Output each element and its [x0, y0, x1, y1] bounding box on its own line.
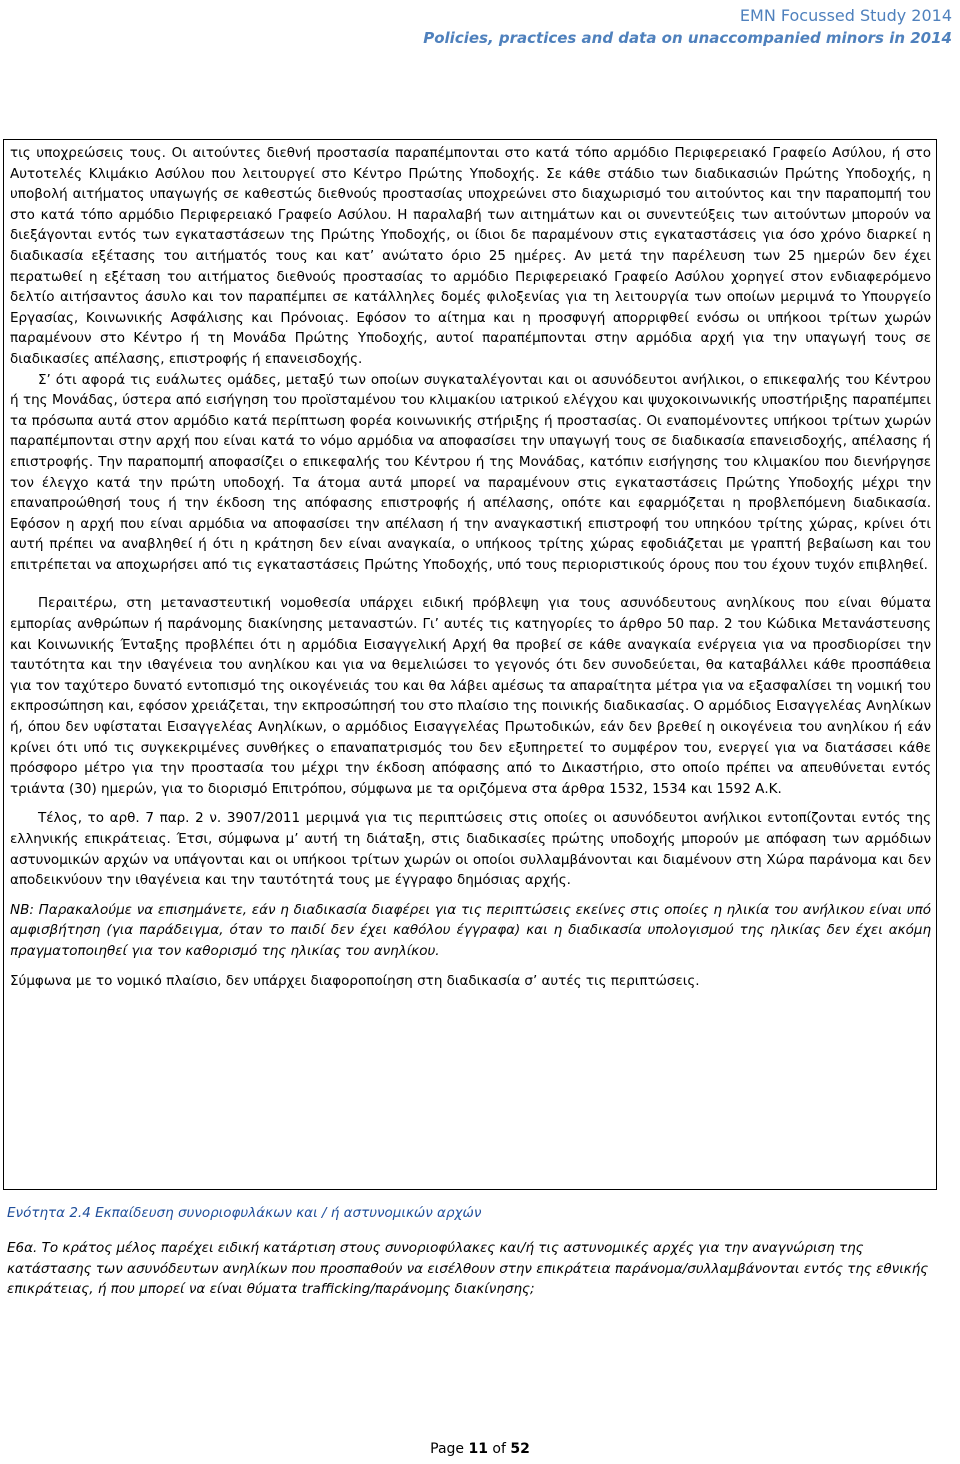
study-subtitle: Policies, practices and data on unaccompanied minors in 2014	[423, 29, 952, 47]
page-total: 52	[510, 1441, 530, 1457]
paragraph-vulnerable-groups: Σ’ ότι αφορά τις ευάλωτες ομάδες, μεταξύ των οποίων συγκαταλέγονται και οι ασυνόδευτοι ανήλικοι, ο επικεφαλής του Κέντρου ή της Μονάδας, ύστερα από εισήγηση του προϊσταμένου του κλιμακίου ιατρικού ελέγχου και ψυχοκοινωνικής υποστήριξης παραπέμπει τα πρόσωπα αυτά στον αρμόδιο κατά περίπτωση φορέα κοινωνικής στήριξης ή προστασίας. Οι εναπομένοντες υπήκοοι τρίτων χωρών παραπέμπονται στην αρχή που είναι κατά το νόμο αρμόδια να αποφασίσει την υπαγωγή τους σε διαδικασία επανεισδοχής, απέλασης ή επιστροφής. Την παραπομπή αποφασίζει ο επικεφαλής του Κέντρου ή της Μονάδας, κατόπιν εισήγησης του κλιμακίου που διενήργησε τον έλεγχο κατά την πρώτη υποδοχή. Τα άτομα αυτά μπορεί να παραμένουν στις εγκαταστάσεις Πρώτης Υποδοχής μέχρι την επαναπροώθησή τους ή την έκδοση της απόφασης επιστροφής ή απέλασης, οπότε και εφαρμόζεται η προβλεπόμενη διαδικασία. Εφόσον η αρχή που είναι αρμόδια να αποφασίσει την απέλαση ή την αναγκαστική επιστροφή του υπηκόου τρίτης χώρας, κρίνει ότι αυτή πρέπει να αναβληθεί ή ότι η κράτηση δεν είναι αναγκαία, ο υπήκοος τρίτης χώρας εφοδιάζεται με γραπτή βεβαίωση και του επιτρέπεται να αποχωρήσει από τις εγκαταστάσεις Πρώτης Υποδοχής, υπό τους περιοριστικούς όρους που του έχουν τυχόν επιβληθεί.	[10, 371, 931, 573]
of-label: of	[492, 1441, 506, 1457]
paragraph-trafficking-provision: Περαιτέρω, στη μεταναστευτική νομοθεσία υπάρχει ειδική πρόβλεψη για τους ασυνόδευτους ανηλίκους που είναι θύματα εμπορίας ανθρώπων ή παράνομης διακίνησης μεταναστών. Γι’ αυτές τις κατηγορίες το άρθρο 50 παρ. 2 του Κώδικα Μετανάστευσης και Κοινωνικής Ένταξης προβλέπει ότι η αρμόδια Εισαγγελική Αρχή θα προβεί σε κάθε αναγκαία ενέργεια για να προσδιορίσει την ταυτότητα και την ιθαγένεια του ανηλίκου και για να θεμελιώσει το γεγονός ότι δεν συνοδεύεται, θα καταβάλλει κάθε προσπάθεια για τον ταχύτερο δυνατό εντοπισμό της οικογένειάς του και θα λάβει αμέσως τα απαραίτητα μέτρα για να εξασφαλίσει τη νομική του εκπροσώπηση και, εφόσον χρειάζεται, την εκπροσώπησή του στο πλαίσιο της ποινικής διαδικασίας. Ο αρμόδιος Εισαγγελέας Ανηλίκων ή, όπου δεν υφίσταται Εισαγγελέας Ανηλίκων, ο αρμόδιος Εισαγγελέας Πρωτοδικών, εάν δεν βρεθεί η οικογένεια του ανηλίκου ή εάν κρίνει ότι υπό τις συγκεκριμένες συνθήκες ο επαναπατρισμός του δεν εξυπηρετεί το συμφέρον του, ενεργεί για να διατάσσει κάθε πρόσφορο μέτρο για την προστασία του μέχρι την έκδοση απόφασης από το Δικαστήριο, στο οποίο πρέπει να απευθύνεται εντός τριάντα (30) ημερών, για το διορισμό Επιτρόπου, σύμφωνα με τα οριζόμενα στα άρθρα 1532, 1534 και 1592 Α.Κ.	[10, 595, 931, 797]
nb-note: NB: Παρακαλούμε να επισημάνετε, εάν η διαδικασία διαφέρει για τις περιπτώσεις εκείνες στις οποίες η ηλικία του ανήλικου είναι υπό αμφισβήτηση (για παράδειγμα, όταν το παιδί δεν έχει καθόλου έγγραφα) και η διαδικασία υπολογισμού της ηλικίας δεν έχει ακόμη πραγματοποιηθεί για τον καθορισμό της ηλικίας του ανηλίκου.	[10, 901, 931, 959]
answer-box	[3, 139, 937, 1190]
section-heading: Ενότητα 2.4 Εκπαίδευση συνοριοφυλάκων και / ή αστυνομικών αρχών	[7, 1205, 482, 1221]
paragraph-first-reception: τις υποχρεώσεις τους. Οι αιτούντες διεθνή προστασία παραπέμπονται στο κατά τόπο αρμόδιο Περιφερειακό Γραφείο Ασύλου, ή στο Αυτοτελές Κλιμάκιο Ασύλου που λειτουργεί στο Κέντρο Πρώτης Υποδοχής. Σε κάθε στάδιο των διαδικασιών Πρώτης Υποδοχής, η υποβολή αιτήματος υπαγωγής σε καθεστώς διεθνούς προστασίας υποχρεώνει στο διαχωρισμό του αιτούντος και την παραπομπή του στο κατά τόπο αρμόδιο Περιφερειακό Γραφείο Ασύλου. Η παραλαβή των αιτημάτων και οι συνεντεύξεις των αιτούντων μπορούν να διεξάγονται εντός των εγκαταστάσεων της Πρώτης Υποδοχής, οι ίδιοι δε παραμένουν στις εγκαταστάσεις για όσο χρόνο διαρκεί η διαδικασία εξέτασης του αιτήματός τους και κατ’ ανώτατο όριο 25 ημέρες. Αν μετά την παρέλευση των 25 ημερών δεν έχει περατωθεί η εξέταση του αιτήματος διεθνούς προστασίας το αρμόδιο Περιφερειακό Γραφείο Ασύλου χορηγεί στον ενδιαφερόμενο δελτίο αιτήσαντος άσυλο και τον παραπέμπει σε κατάλληλες δομές φιλοξενίας για τη λειτουργία των οποίων μεριμνά το Υπουργείο Εργασίας, Κοινωνικής Ασφάλισης και Πρόνοιας. Εφόσον το αίτημα και η προσφυγή απορριφθεί ενόσω οι υπήκοοι τρίτων χωρών παραμένουν στο Κέντρο ή τη Μονάδα Πρώτης Υποδοχής, αυτοί παραπέμπονται στην αρμόδια αρχή για την υπαγωγή τους σε διαδικασίες απέλασης, επιστροφής ή επανεισδοχής.	[10, 145, 931, 367]
page-number: 11	[468, 1441, 488, 1457]
page-label: Page	[430, 1441, 465, 1457]
question-e6a: Ε6α. Το κράτος μέλος παρέχει ειδική κατάρτιση στους συνοριοφύλακες και/ή τις αστυνομικές αρχές για την αναγνώριση της κατάστασης των ασυνόδευτων ανηλίκων που προσπαθούν να εισέλθουν στην επικράτεια παράνομα/συλλαμβάνονται εντός της εθνικής επικράτειας, ή που μπορεί να είναι θύματα trafficking/παράνομης διακίνησης;	[7, 1240, 929, 1298]
page-header	[423, 4, 952, 50]
paragraph-law-3907: Τέλος, το αρθ. 7 παρ. 2 ν. 3907/2011 μεριμνά για τις περιπτώσεις στις οποίες οι ασυνόδευτοι ανήλικοι εντοπίζονται εντός της ελληνικής επικράτειας. Έτσι, σύμφωνα μ’ αυτή τη διάταξη, στις διαδικασίες πρώτης υποδοχής μπορούν με απόφαση των αρμόδιων αστυνομικών αρχών να υπάγονται και οι υπήκοοι τρίτων χωρών οι οποίοι συλλαμβάνονται και διαμένουν στη Χώρα παράνομα και δεν αποδεικνύουν την ιθαγένεια και την ταυτότητά τους με έγγραφο δημόσιας αρχής.	[10, 810, 931, 889]
page-footer	[0, 1441, 960, 1457]
paragraph-legal-framework: Σύμφωνα με το νομικό πλαίσιο, δεν υπάρχει διαφοροποίηση στη διαδικασία σ’ αυτές τις περιπτώσεις.	[10, 972, 700, 989]
study-title: EMN Focussed Study 2014	[739, 6, 952, 25]
